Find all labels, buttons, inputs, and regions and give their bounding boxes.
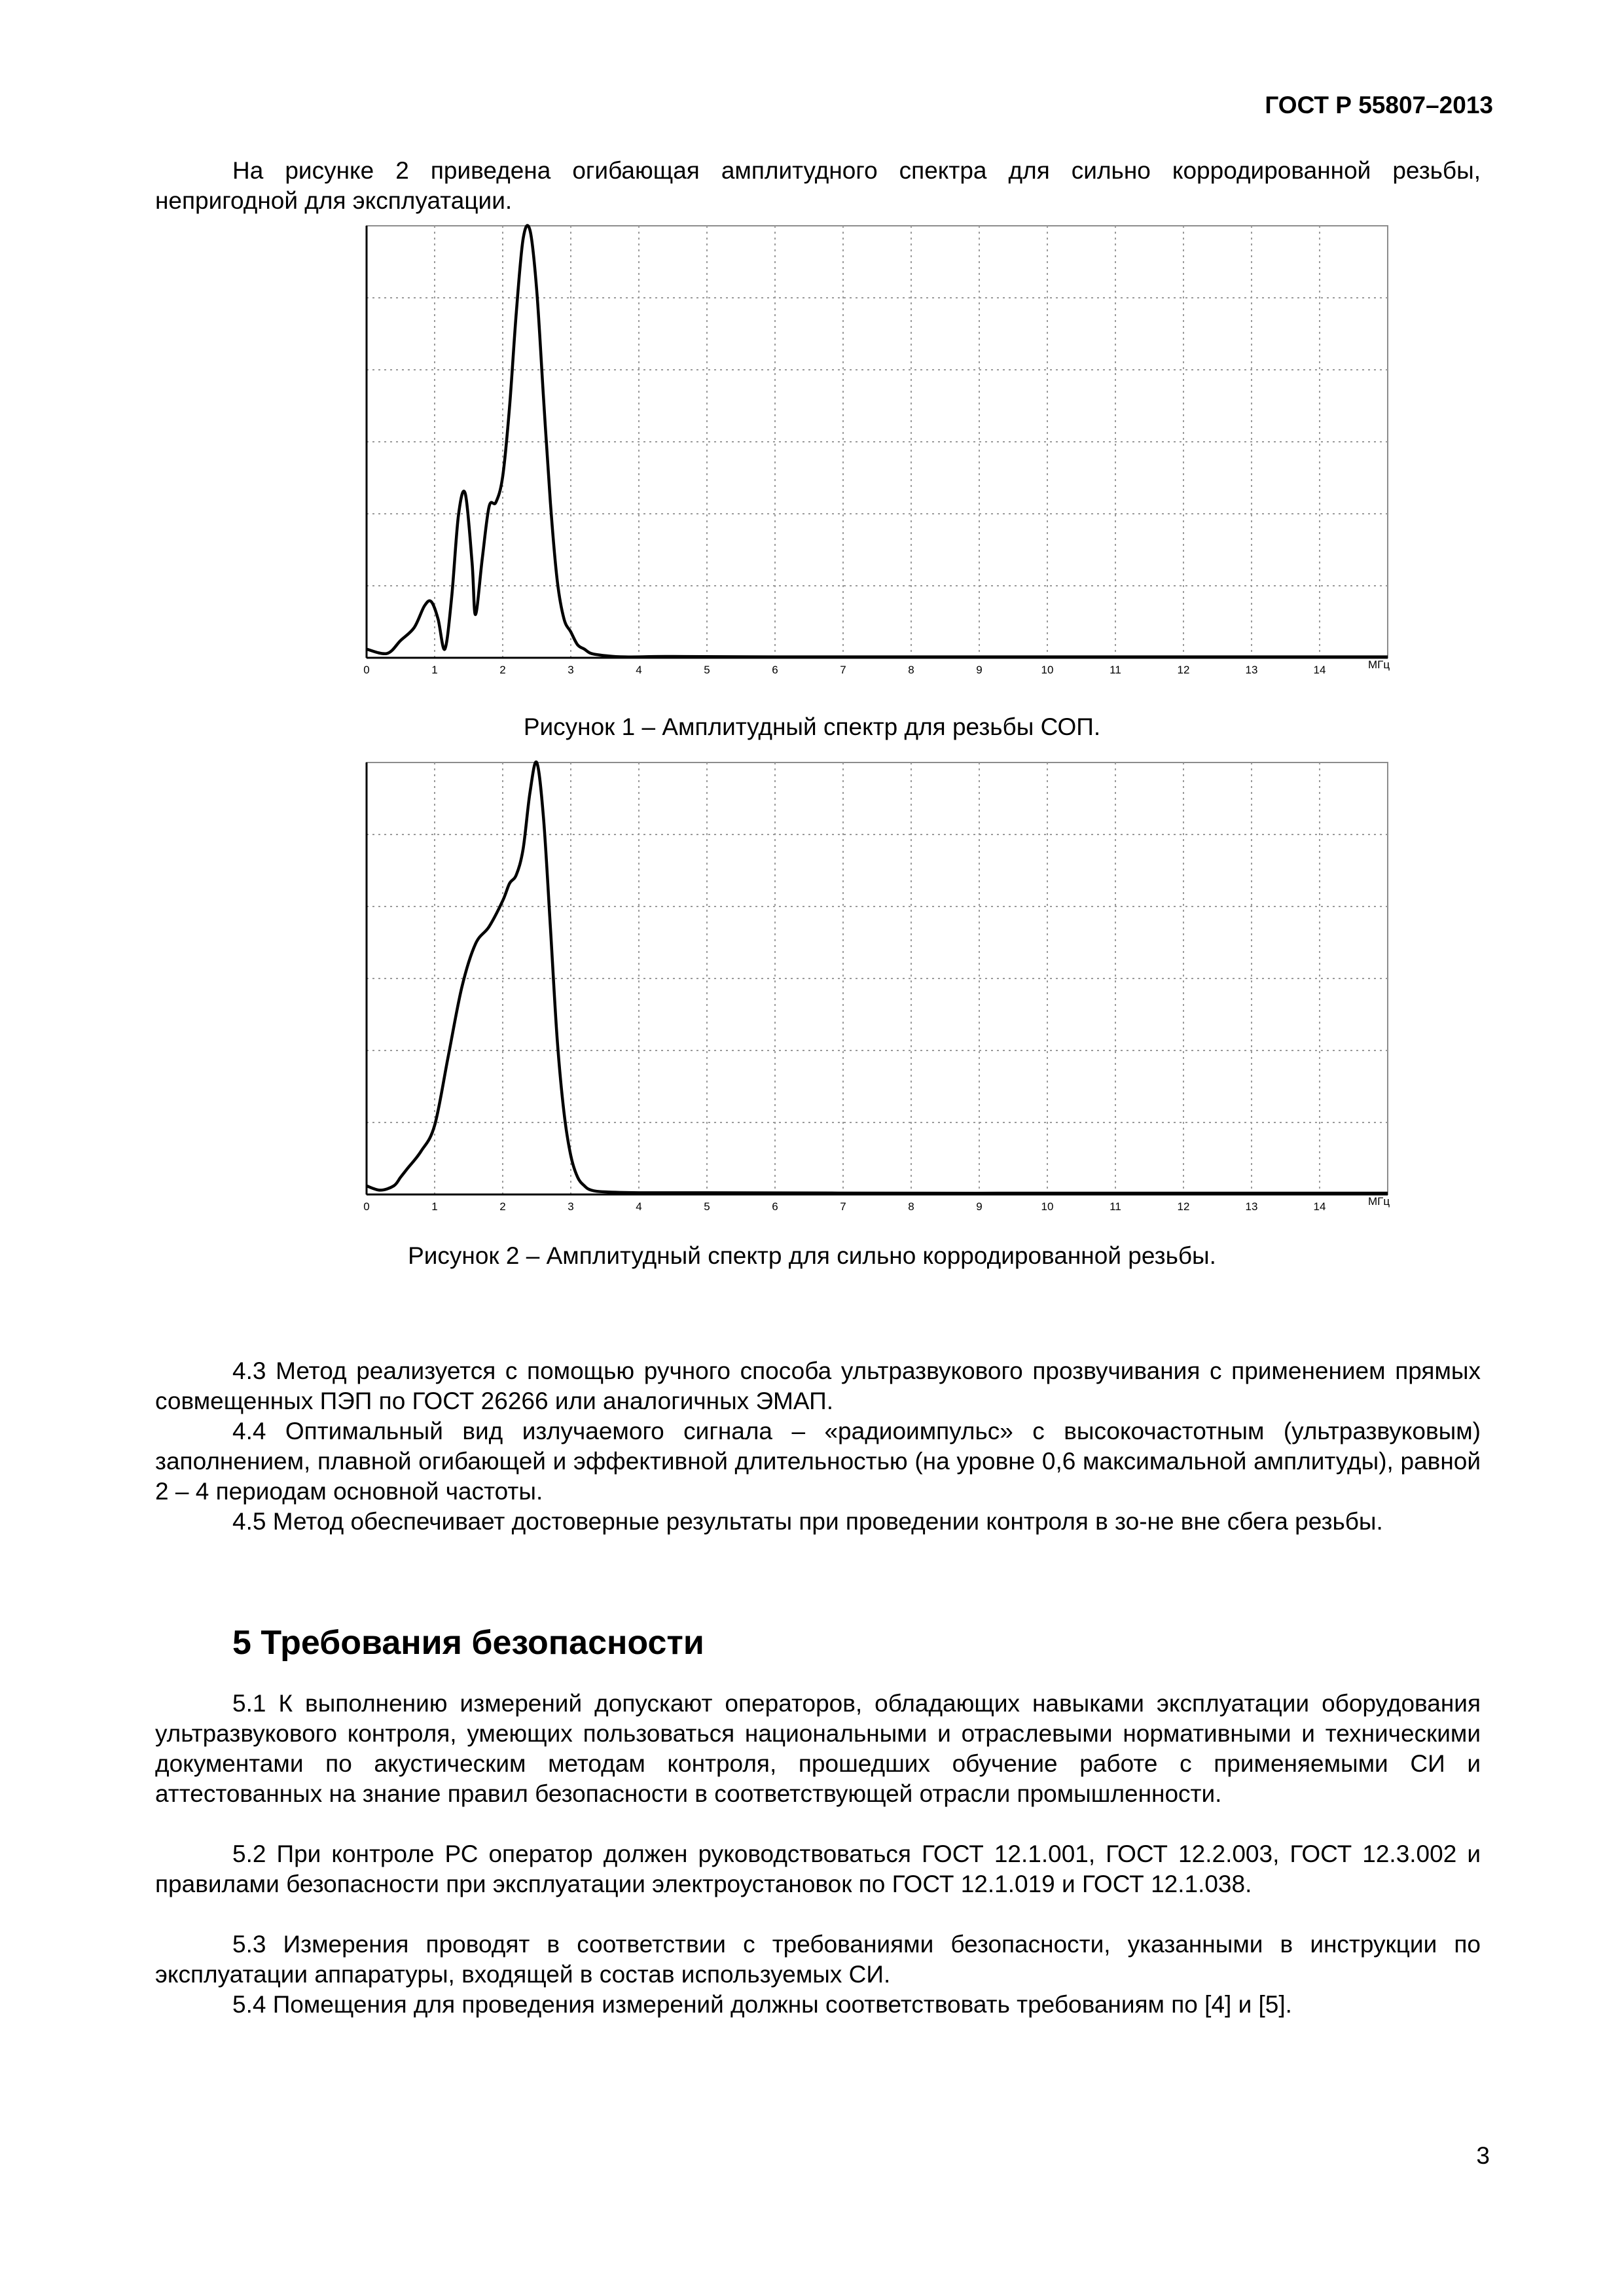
paragraph-5-2: 5.2 При контроле РС оператор должен руководствоваться ГОСТ 12.1.001, ГОСТ 12.2.003, ГОСТ 12.3.002 и правилами безопасности при эксплуатации электроустановок по ГОСТ 12.1.019 и ГОСТ 12.1.038.	[155, 1840, 1481, 1897]
paragraph-5-4: 5.4 Помещения для проведения измерений должны соответствовать требованиям по [4] и [5].	[232, 1991, 1292, 2018]
x-tick-label: 3	[568, 1200, 574, 1213]
x-tick-label: 14	[1313, 664, 1326, 676]
x-tick-label: 12	[1177, 664, 1190, 676]
figure-2-chart	[353, 756, 1427, 1230]
x-tick-label: 3	[568, 664, 574, 676]
x-tick-label: 13	[1245, 1200, 1258, 1213]
paragraph-5-3: 5.3 Измерения проводят в соответствии с требованиями безопасности, указанными в инструкции по эксплуатации аппаратуры, входящей в состав используемых СИ.	[155, 1931, 1481, 1988]
x-tick-label: 0	[363, 664, 370, 676]
x-tick-label: 10	[1041, 664, 1054, 676]
intro-paragraph: На рисунке 2 приведена огибающая амплитудного спектра для сильно корродированной резьбы, непригодной для эксплуатации.	[155, 157, 1481, 214]
paragraph-5-1: 5.1 К выполнению измерений допускают операторов, обладающих навыками эксплуатации оборудования ультразвукового контроля, умеющих пользоваться национальными и отраслевыми нормативными и техническими документами по акустическим методам контроля, прошедших обучение работе с применяемыми СИ и аттестованных на знание правил безопасности в соответствующей отрасли промышленности.	[155, 1690, 1481, 1807]
x-tick-label: 4	[636, 1200, 642, 1213]
page-number: 3	[1476, 2142, 1490, 2169]
x-tick-label: 9	[976, 1200, 983, 1213]
figure-1-chart	[353, 219, 1427, 694]
x-tick-label: 8	[908, 1200, 914, 1213]
x-tick-label: 2	[499, 1200, 506, 1213]
x-tick-label: 7	[840, 664, 846, 676]
figure-2-caption: Рисунок 2 – Амплитудный спектр для сильно корродированной резьбы.	[408, 1242, 1216, 1269]
x-tick-label: 10	[1041, 1200, 1054, 1213]
x-tick-label: 6	[772, 664, 778, 676]
x-axis-unit-label: МГц	[1368, 658, 1390, 671]
paragraph-4-4: 4.4 Оптимальный вид излучаемого сигнала – «радиоимпульс» с высокочастотным (ультразвуковым) заполнением, плавной огибающей и эффективной длительностью (на уровне 0,6 максимальной амплитуды), равной 2 – 4 периодам основной частоты.	[155, 1418, 1481, 1505]
x-tick-label: 0	[363, 1200, 370, 1213]
document-header: ГОСТ Р 55807–2013	[1265, 92, 1493, 118]
x-tick-label: 2	[499, 664, 506, 676]
x-tick-label: 11	[1110, 664, 1121, 676]
spectrum-curve	[367, 762, 1388, 1193]
x-tick-label: 7	[840, 1200, 846, 1213]
x-tick-label: 4	[636, 664, 642, 676]
x-tick-label: 5	[704, 664, 710, 676]
x-tick-label: 8	[908, 664, 914, 676]
x-tick-label: 14	[1313, 1200, 1326, 1213]
x-tick-label: 5	[704, 1200, 710, 1213]
x-tick-label: 1	[431, 664, 438, 676]
x-tick-label: 11	[1110, 1200, 1121, 1213]
x-tick-label: 9	[976, 664, 983, 676]
section-5-heading: 5 Требования безопасности	[232, 1624, 704, 1662]
x-tick-label: 6	[772, 1200, 778, 1213]
x-tick-label: 12	[1177, 1200, 1190, 1213]
x-tick-label: 1	[431, 1200, 438, 1213]
x-axis-unit-label: МГц	[1368, 1195, 1390, 1208]
paragraph-4-5: 4.5 Метод обеспечивает достоверные результаты при проведении контроля в зо-не вне сбега резьбы.	[232, 1508, 1383, 1535]
figure-1-caption: Рисунок 1 – Амплитудный спектр для резьбы СОП.	[523, 713, 1101, 740]
paragraph-4-3: 4.3 Метод реализуется с помощью ручного способа ультразвукового прозвучивания с применением прямых совмещенных ПЭП по ГОСТ 26266 или аналогичных ЭМАП.	[155, 1357, 1481, 1414]
x-tick-label: 13	[1245, 664, 1258, 676]
